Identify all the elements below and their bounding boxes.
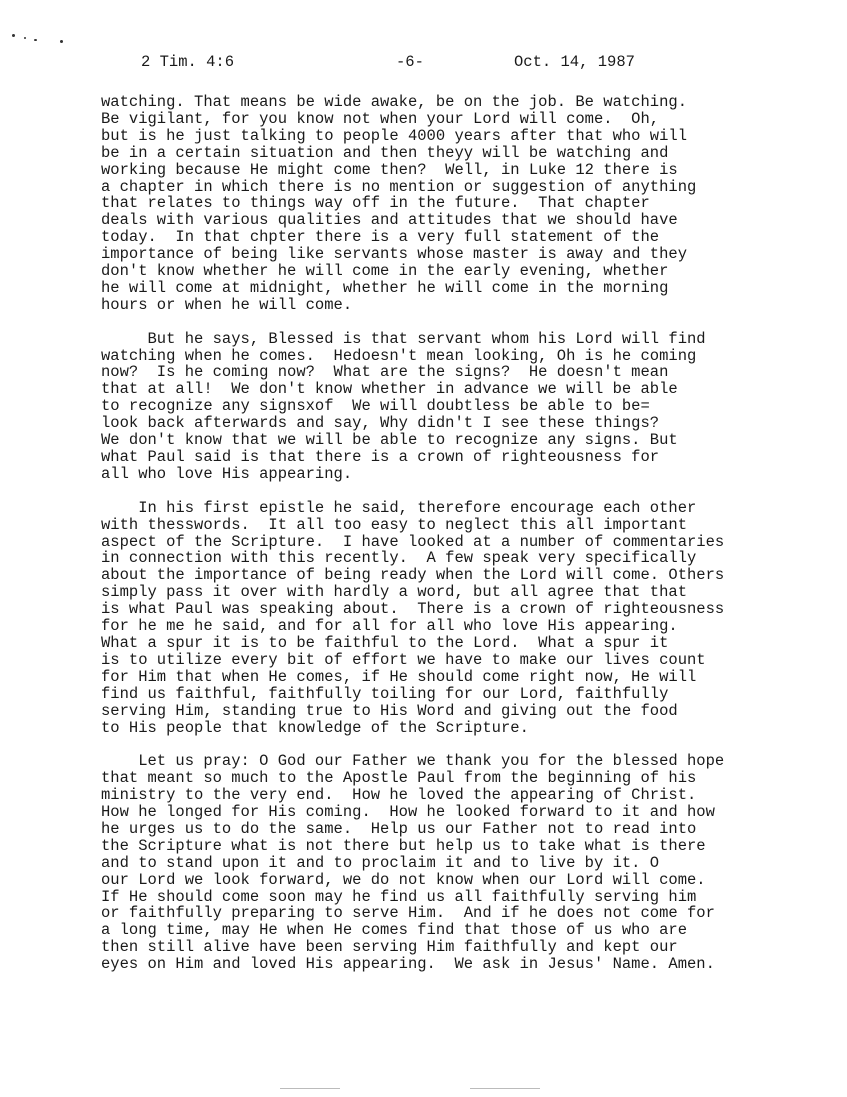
text-line: for he me he said, and for all for all who love His appearing. bbox=[101, 617, 678, 636]
text-line: that at all! We don't know whether in advance we will be able bbox=[101, 380, 678, 399]
text-line: But he says, Blessed is that servant whom his Lord will find bbox=[101, 329, 706, 348]
text-line: How he longed for His coming. How he looked forward to it and how bbox=[101, 803, 715, 822]
text-line: now? Is he coming now? What are the signs? He doesn't mean bbox=[101, 363, 669, 382]
text-line: deals with various qualities and attitudes that we should have bbox=[101, 211, 678, 230]
text-line: Let us pray: O God our Father we thank you for the blessed hope bbox=[101, 752, 725, 771]
text-line: working because He might come then? Well, in Luke 12 there is bbox=[101, 160, 678, 179]
text-line: We don't know that we will be able to recognize any signs. But bbox=[101, 431, 678, 450]
scan-edge-mark bbox=[280, 1088, 340, 1089]
text-line: watching. That means be wide awake, be on the job. Be watching. bbox=[101, 93, 687, 111]
paragraph bbox=[101, 94, 801, 314]
scan-edge-marks bbox=[280, 1088, 580, 1092]
text-line: our Lord we look forward, we do not know when our Lord will come. bbox=[101, 870, 706, 889]
text-line: and to stand upon it and to proclaim it and to live by it. O bbox=[101, 853, 660, 872]
text-line: eyes on Him and loved His appearing. We ask in Jesus' Name. Amen. bbox=[101, 955, 715, 974]
text-line: is what Paul was speaking about. There is a crown of righteousness bbox=[101, 600, 725, 619]
text-line: the Scripture what is not there but help us to take what is there bbox=[101, 836, 706, 855]
sermon-body bbox=[101, 94, 801, 990]
scan-speck bbox=[60, 40, 63, 43]
text-line: all who love His appearing. bbox=[101, 464, 353, 483]
text-line: find us faithful, faithfully toiling for our Lord, faithfully bbox=[101, 684, 669, 703]
text-line: hours or when he will come. bbox=[101, 295, 353, 314]
text-line: a long time, may He when He comes find that those of us who are bbox=[101, 921, 687, 940]
page-header bbox=[0, 53, 847, 73]
text-line: what Paul said is that there is a crown of righteousness for bbox=[101, 448, 660, 467]
text-line: don't know whether he will come in the early evening, whether bbox=[101, 262, 669, 281]
text-line: or faithfully preparing to serve Him. And if he does not come for bbox=[101, 904, 715, 923]
scripture-reference: 2 Tim. 4:6 bbox=[141, 53, 235, 71]
paragraph bbox=[101, 500, 801, 737]
page-number: -6- bbox=[396, 53, 424, 71]
text-line: he urges us to do the same. Help us our Father not to read into bbox=[101, 819, 697, 838]
text-line: Be vigilant, for you know not when your Lord will come. Oh, bbox=[101, 109, 660, 128]
text-line: that relates to things way off in the future. That chapter bbox=[101, 194, 650, 213]
text-line: for Him that when He comes, if He should come right now, He will bbox=[101, 667, 697, 686]
paragraph bbox=[101, 331, 801, 483]
text-line: What a spur it is to be faithful to the Lord. What a spur it bbox=[101, 633, 669, 652]
text-line: is to utilize every bit of effort we have to make our lives count bbox=[101, 650, 706, 669]
text-line: aspect of the Scripture. I have looked at a number of commentaries bbox=[101, 532, 725, 551]
text-line: simply pass it over with hardly a word, but all agree that that bbox=[101, 583, 687, 602]
scan-speck bbox=[12, 34, 15, 37]
sermon-date: Oct. 14, 1987 bbox=[514, 53, 635, 71]
scan-speck bbox=[34, 39, 37, 41]
text-line: serving Him, standing true to His Word and giving out the food bbox=[101, 701, 678, 720]
text-line: to recognize any signsxof We will doubtless be able to be= bbox=[101, 397, 650, 416]
text-line: to His people that knowledge of the Scripture. bbox=[101, 718, 529, 737]
text-line: If He should come soon may he find us all faithfully serving him bbox=[101, 887, 697, 906]
scan-specks bbox=[8, 32, 68, 46]
text-line: In his first epistle he said, therefore encourage each other bbox=[101, 498, 697, 517]
text-line: look back afterwards and say, Why didn't I see these things? bbox=[101, 414, 660, 433]
text-line: he will come at midnight, whether he will come in the morning bbox=[101, 278, 669, 297]
text-line: about the importance of being ready when the Lord will come. Others bbox=[101, 566, 725, 585]
text-line: importance of being like servants whose master is away and they bbox=[101, 245, 687, 264]
paragraph bbox=[101, 753, 801, 973]
text-line: that meant so much to the Apostle Paul from the beginning of his bbox=[101, 769, 697, 788]
text-line: but is he just talking to people 4000 years after that who will bbox=[101, 126, 687, 145]
text-line: a chapter in which there is no mention or suggestion of anything bbox=[101, 177, 697, 196]
text-line: in connection with this recently. A few speak very specifically bbox=[101, 549, 697, 568]
scan-speck bbox=[24, 37, 26, 39]
text-line: then still alive have been serving Him faithfully and kept our bbox=[101, 938, 678, 957]
text-line: today. In that chpter there is a very full statement of the bbox=[101, 228, 660, 247]
text-line: be in a certain situation and then theyy will be watching and bbox=[101, 143, 669, 162]
text-line: with thesswords. It all too easy to neglect this all important bbox=[101, 515, 687, 534]
text-line: ministry to the very end. How he loved the appearing of Christ. bbox=[101, 786, 697, 805]
scan-edge-mark bbox=[470, 1088, 540, 1089]
text-line: watching when he comes. Hedoesn't mean looking, Oh is he coming bbox=[101, 346, 697, 365]
